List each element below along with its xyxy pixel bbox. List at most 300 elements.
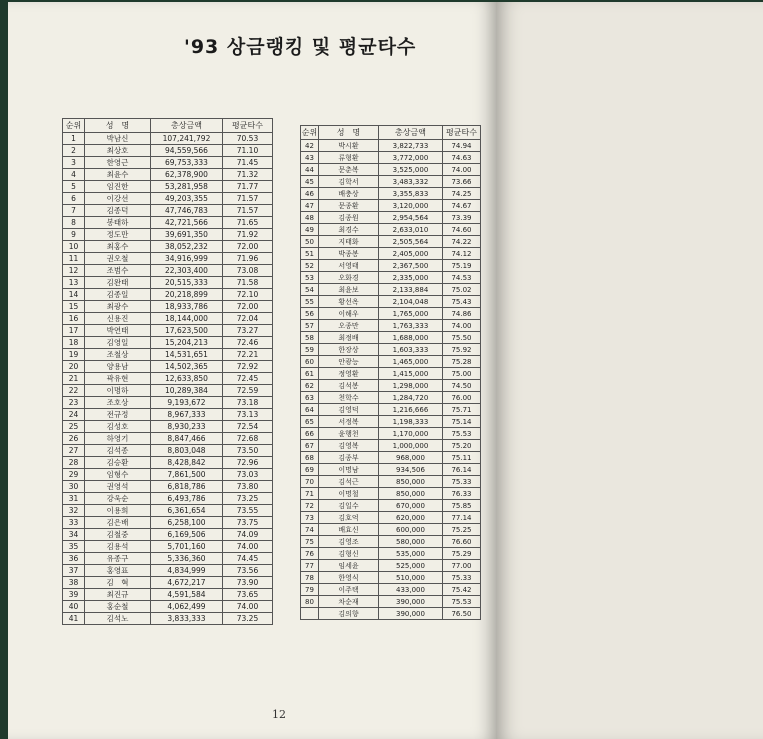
table-row	[301, 584, 481, 596]
average-strokes-cell: 75.14	[443, 416, 481, 428]
player-name-cell: 오화경	[319, 272, 379, 284]
average-strokes-cell: 72.59	[223, 385, 273, 397]
average-strokes-cell: 75.19	[443, 260, 481, 272]
total-prize-cell: 525,000	[379, 560, 443, 572]
average-strokes-cell: 76.33	[443, 488, 481, 500]
average-strokes-cell: 76.00	[443, 392, 481, 404]
rank-cell: 78	[301, 572, 319, 584]
table-row	[63, 493, 273, 505]
player-name-cell: 권오철	[85, 253, 151, 265]
player-name-cell: 하영기	[85, 433, 151, 445]
rank-cell: 57	[301, 320, 319, 332]
rank-cell: 15	[63, 301, 85, 313]
total-prize-cell: 6,818,786	[151, 481, 223, 493]
player-name-cell: 정영환	[319, 368, 379, 380]
table-row	[63, 265, 273, 277]
player-name-cell: 김은배	[85, 517, 151, 529]
rank-cell: 3	[63, 157, 85, 169]
total-prize-cell: 2,367,500	[379, 260, 443, 272]
rank-cell: 21	[63, 373, 85, 385]
rank-cell: 26	[63, 433, 85, 445]
page-number: 12	[272, 708, 286, 721]
rank-cell: 61	[301, 368, 319, 380]
total-prize-cell: 2,505,564	[379, 236, 443, 248]
player-name-cell: 최광수	[85, 301, 151, 313]
table-row	[301, 200, 481, 212]
table-row	[301, 596, 481, 608]
total-prize-cell: 3,833,333	[151, 613, 223, 625]
rank-cell: 44	[301, 164, 319, 176]
average-strokes-cell: 71.77	[223, 181, 273, 193]
rank-cell: 71	[301, 488, 319, 500]
average-strokes-cell: 75.33	[443, 476, 481, 488]
player-name-cell: 김용석	[85, 541, 151, 553]
player-name-cell: 김성호	[85, 421, 151, 433]
rank-cell: 18	[63, 337, 85, 349]
player-name-cell: 안광능	[319, 356, 379, 368]
header-name: 성 명	[319, 126, 379, 140]
total-prize-cell: 1,415,000	[379, 368, 443, 380]
total-prize-cell: 580,000	[379, 536, 443, 548]
player-name-cell: 정도만	[85, 229, 151, 241]
player-name-cell: 한영근	[85, 157, 151, 169]
rank-cell: 13	[63, 277, 85, 289]
header-total-prize: 총상금액	[379, 126, 443, 140]
rank-cell: 59	[301, 344, 319, 356]
rank-cell: 63	[301, 392, 319, 404]
rank-cell: 47	[301, 200, 319, 212]
table-row	[301, 260, 481, 272]
average-strokes-cell: 71.96	[223, 253, 273, 265]
average-strokes-cell: 73.75	[223, 517, 273, 529]
rank-cell: 32	[63, 505, 85, 517]
rank-cell: 28	[63, 457, 85, 469]
total-prize-cell: 934,506	[379, 464, 443, 476]
total-prize-cell: 1,000,000	[379, 440, 443, 452]
table-row	[301, 608, 481, 620]
rank-cell: 23	[63, 397, 85, 409]
player-name-cell: 최홍수	[85, 241, 151, 253]
table-row	[63, 169, 273, 181]
average-strokes-cell: 71.10	[223, 145, 273, 157]
rank-cell: 80	[301, 596, 319, 608]
table-row	[301, 224, 481, 236]
player-name-cell: 김석봉	[319, 380, 379, 392]
header-total-prize: 총상금액	[151, 119, 223, 133]
player-name-cell: 강욱순	[85, 493, 151, 505]
total-prize-cell: 4,834,999	[151, 565, 223, 577]
average-strokes-cell: 73.65	[223, 589, 273, 601]
table-row	[63, 193, 273, 205]
table-row	[63, 553, 273, 565]
rank-cell: 50	[301, 236, 319, 248]
average-strokes-cell: 72.00	[223, 301, 273, 313]
player-name-cell: 배효신	[319, 524, 379, 536]
rank-cell: 1	[63, 133, 85, 145]
total-prize-cell: 34,916,999	[151, 253, 223, 265]
table-row	[63, 253, 273, 265]
average-strokes-cell: 77.14	[443, 512, 481, 524]
total-prize-cell: 433,000	[379, 584, 443, 596]
total-prize-cell: 390,000	[379, 596, 443, 608]
rank-cell: 24	[63, 409, 85, 421]
table-row	[63, 613, 273, 625]
player-name-cell: 김 혁	[85, 577, 151, 589]
total-prize-cell: 5,701,160	[151, 541, 223, 553]
table-row	[301, 332, 481, 344]
player-name-cell: 최진규	[85, 589, 151, 601]
table-row	[63, 337, 273, 349]
average-strokes-cell: 75.20	[443, 440, 481, 452]
total-prize-cell: 3,483,332	[379, 176, 443, 188]
total-prize-cell: 20,515,333	[151, 277, 223, 289]
average-strokes-cell: 76.14	[443, 464, 481, 476]
player-name-cell: 홍순철	[85, 601, 151, 613]
rank-cell: 12	[63, 265, 85, 277]
table-row	[63, 541, 273, 553]
total-prize-cell: 3,822,733	[379, 140, 443, 152]
rank-cell: 77	[301, 560, 319, 572]
rank-cell	[301, 608, 319, 620]
average-strokes-cell: 75.53	[443, 428, 481, 440]
average-strokes-cell: 72.96	[223, 457, 273, 469]
average-strokes-cell: 70.53	[223, 133, 273, 145]
page-title: '93 상금랭킹 및 평균타수	[184, 36, 417, 58]
average-strokes-cell: 72.68	[223, 433, 273, 445]
player-name-cell: 김의향	[319, 608, 379, 620]
player-name-cell: 임형수	[85, 469, 151, 481]
total-prize-cell: 8,803,048	[151, 445, 223, 457]
player-name-cell: 김종원	[319, 212, 379, 224]
table-row	[301, 548, 481, 560]
total-prize-cell: 1,216,666	[379, 404, 443, 416]
average-strokes-cell: 73.03	[223, 469, 273, 481]
table-row	[301, 320, 481, 332]
rank-cell: 43	[301, 152, 319, 164]
average-strokes-cell: 74.00	[223, 601, 273, 613]
average-strokes-cell: 72.04	[223, 313, 273, 325]
table-row	[301, 404, 481, 416]
table-row	[63, 529, 273, 541]
player-name-cell: 이주택	[319, 584, 379, 596]
rank-cell: 48	[301, 212, 319, 224]
average-strokes-cell: 75.25	[443, 524, 481, 536]
player-name-cell: 조호상	[85, 397, 151, 409]
player-name-cell: 임세윤	[319, 560, 379, 572]
average-strokes-cell: 71.57	[223, 205, 273, 217]
total-prize-cell: 620,000	[379, 512, 443, 524]
total-prize-cell: 53,281,958	[151, 181, 223, 193]
table-row	[301, 500, 481, 512]
table-row	[301, 284, 481, 296]
total-prize-cell: 22,303,400	[151, 265, 223, 277]
total-prize-cell: 390,000	[379, 608, 443, 620]
total-prize-cell: 1,765,000	[379, 308, 443, 320]
total-prize-cell: 1,688,000	[379, 332, 443, 344]
table-row	[63, 397, 273, 409]
table-row	[63, 373, 273, 385]
table-row	[63, 289, 273, 301]
rank-cell: 70	[301, 476, 319, 488]
rank-cell: 67	[301, 440, 319, 452]
player-name-cell: 한장상	[319, 344, 379, 356]
rank-cell: 45	[301, 176, 319, 188]
total-prize-cell: 7,861,500	[151, 469, 223, 481]
total-prize-cell: 1,603,333	[379, 344, 443, 356]
player-name-cell: 배충상	[319, 188, 379, 200]
total-prize-cell: 39,691,350	[151, 229, 223, 241]
player-name-cell: 김일수	[319, 500, 379, 512]
player-name-cell: 지태화	[319, 236, 379, 248]
prize-ranking-table-left	[62, 118, 273, 625]
rank-cell: 66	[301, 428, 319, 440]
header-average-strokes: 평균타수	[223, 119, 273, 133]
average-strokes-cell: 77.00	[443, 560, 481, 572]
total-prize-cell: 94,559,566	[151, 145, 223, 157]
total-prize-cell: 47,746,783	[151, 205, 223, 217]
total-prize-cell: 2,633,010	[379, 224, 443, 236]
average-strokes-cell: 72.46	[223, 337, 273, 349]
player-name-cell: 양용남	[85, 361, 151, 373]
rank-cell: 58	[301, 332, 319, 344]
total-prize-cell: 2,335,000	[379, 272, 443, 284]
table-row	[63, 385, 273, 397]
table-row	[301, 344, 481, 356]
table-row	[301, 560, 481, 572]
player-name-cell: 이강선	[85, 193, 151, 205]
table-row	[63, 577, 273, 589]
rank-cell: 38	[63, 577, 85, 589]
rank-cell: 69	[301, 464, 319, 476]
rank-cell: 19	[63, 349, 85, 361]
table-header-row	[301, 126, 481, 140]
player-name-cell: 최경수	[319, 224, 379, 236]
average-strokes-cell: 74.50	[443, 380, 481, 392]
total-prize-cell: 49,203,355	[151, 193, 223, 205]
player-name-cell: 김석종	[85, 445, 151, 457]
average-strokes-cell: 75.02	[443, 284, 481, 296]
average-strokes-cell: 71.45	[223, 157, 273, 169]
average-strokes-cell: 76.60	[443, 536, 481, 548]
rank-cell: 72	[301, 500, 319, 512]
table-row	[63, 181, 273, 193]
total-prize-cell: 1,198,333	[379, 416, 443, 428]
total-prize-cell: 20,218,899	[151, 289, 223, 301]
table-row	[63, 325, 273, 337]
table-row	[63, 601, 273, 613]
rank-cell: 65	[301, 416, 319, 428]
rank-cell: 22	[63, 385, 85, 397]
total-prize-cell: 1,465,000	[379, 356, 443, 368]
rank-cell: 2	[63, 145, 85, 157]
average-strokes-cell: 75.11	[443, 452, 481, 464]
rank-cell: 20	[63, 361, 85, 373]
table-row	[301, 572, 481, 584]
total-prize-cell: 14,502,365	[151, 361, 223, 373]
player-name-cell: 서정복	[319, 416, 379, 428]
table-row	[63, 157, 273, 169]
total-prize-cell: 3,772,000	[379, 152, 443, 164]
total-prize-cell: 8,847,466	[151, 433, 223, 445]
player-name-cell: 곽유현	[85, 373, 151, 385]
table-row	[301, 212, 481, 224]
table-row	[63, 409, 273, 421]
table-row	[63, 433, 273, 445]
table-row	[301, 440, 481, 452]
table-row	[63, 505, 273, 517]
rank-cell: 40	[63, 601, 85, 613]
average-strokes-cell: 74.00	[443, 320, 481, 332]
total-prize-cell: 3,355,833	[379, 188, 443, 200]
player-name-cell: 김종덕	[85, 205, 151, 217]
player-name-cell: 김완태	[85, 277, 151, 289]
average-strokes-cell: 73.13	[223, 409, 273, 421]
rank-cell: 37	[63, 565, 85, 577]
average-strokes-cell: 72.21	[223, 349, 273, 361]
average-strokes-cell: 76.50	[443, 608, 481, 620]
average-strokes-cell: 71.58	[223, 277, 273, 289]
table-row	[301, 524, 481, 536]
table-row	[63, 565, 273, 577]
player-name-cell: 봉태하	[85, 217, 151, 229]
player-name-cell: 김석근	[319, 476, 379, 488]
rank-cell: 8	[63, 217, 85, 229]
average-strokes-cell: 73.25	[223, 613, 273, 625]
player-name-cell: 이명하	[85, 385, 151, 397]
total-prize-cell: 1,763,333	[379, 320, 443, 332]
average-strokes-cell: 73.90	[223, 577, 273, 589]
player-name-cell: 이명남	[319, 464, 379, 476]
header-rank: 순위	[301, 126, 319, 140]
average-strokes-cell: 75.29	[443, 548, 481, 560]
table-row	[301, 368, 481, 380]
player-name-cell: 김영복	[319, 440, 379, 452]
player-name-cell: 임진한	[85, 181, 151, 193]
total-prize-cell: 4,591,584	[151, 589, 223, 601]
total-prize-cell: 6,493,786	[151, 493, 223, 505]
total-prize-cell: 69,753,333	[151, 157, 223, 169]
average-strokes-cell: 75.92	[443, 344, 481, 356]
average-strokes-cell: 75.53	[443, 596, 481, 608]
total-prize-cell: 10,289,384	[151, 385, 223, 397]
average-strokes-cell: 72.00	[223, 241, 273, 253]
player-name-cell: 최윤수	[85, 169, 151, 181]
total-prize-cell: 5,336,360	[151, 553, 223, 565]
rank-cell: 17	[63, 325, 85, 337]
player-name-cell: 한영식	[319, 572, 379, 584]
average-strokes-cell: 71.57	[223, 193, 273, 205]
average-strokes-cell: 73.25	[223, 493, 273, 505]
table-row	[63, 133, 273, 145]
rank-cell: 30	[63, 481, 85, 493]
table-row	[63, 445, 273, 457]
table-row	[301, 188, 481, 200]
total-prize-cell: 2,405,000	[379, 248, 443, 260]
table-row	[63, 589, 273, 601]
total-prize-cell: 600,000	[379, 524, 443, 536]
table-row	[301, 308, 481, 320]
average-strokes-cell: 75.85	[443, 500, 481, 512]
right-page	[496, 2, 763, 739]
table-row	[63, 145, 273, 157]
table-row	[301, 176, 481, 188]
total-prize-cell: 8,967,333	[151, 409, 223, 421]
table-row	[301, 356, 481, 368]
player-name-cell: 김석노	[85, 613, 151, 625]
average-strokes-cell: 74.12	[443, 248, 481, 260]
total-prize-cell: 6,258,100	[151, 517, 223, 529]
average-strokes-cell: 74.22	[443, 236, 481, 248]
header-rank: 순위	[63, 119, 85, 133]
total-prize-cell: 14,531,651	[151, 349, 223, 361]
rank-cell: 52	[301, 260, 319, 272]
rank-cell: 34	[63, 529, 85, 541]
average-strokes-cell: 74.67	[443, 200, 481, 212]
total-prize-cell: 18,933,786	[151, 301, 223, 313]
total-prize-cell: 8,428,842	[151, 457, 223, 469]
average-strokes-cell: 74.86	[443, 308, 481, 320]
average-strokes-cell: 71.65	[223, 217, 273, 229]
total-prize-cell: 510,000	[379, 572, 443, 584]
total-prize-cell: 1,284,720	[379, 392, 443, 404]
rank-cell: 49	[301, 224, 319, 236]
player-name-cell: 김종부	[319, 452, 379, 464]
header-name: 성 명	[85, 119, 151, 133]
table-row	[63, 241, 273, 253]
table-row	[301, 416, 481, 428]
average-strokes-cell: 73.27	[223, 325, 273, 337]
average-strokes-cell: 74.60	[443, 224, 481, 236]
player-name-cell: 최정배	[319, 332, 379, 344]
total-prize-cell: 2,954,564	[379, 212, 443, 224]
total-prize-cell: 6,361,654	[151, 505, 223, 517]
rank-cell: 33	[63, 517, 85, 529]
total-prize-cell: 9,193,672	[151, 397, 223, 409]
table-row	[63, 421, 273, 433]
player-name-cell: 김영덕	[319, 404, 379, 416]
player-name-cell: 이명철	[319, 488, 379, 500]
rank-cell: 10	[63, 241, 85, 253]
table-row	[301, 464, 481, 476]
table-row	[301, 380, 481, 392]
rank-cell: 55	[301, 296, 319, 308]
player-name-cell: 차순재	[319, 596, 379, 608]
player-name-cell: 서영태	[319, 260, 379, 272]
table-row	[63, 469, 273, 481]
table-row	[301, 152, 481, 164]
total-prize-cell: 850,000	[379, 488, 443, 500]
table-row	[63, 349, 273, 361]
average-strokes-cell: 72.92	[223, 361, 273, 373]
player-name-cell: 문춘복	[319, 164, 379, 176]
table-row	[301, 164, 481, 176]
total-prize-cell: 18,144,000	[151, 313, 223, 325]
table-row	[301, 296, 481, 308]
table-body-left	[63, 133, 273, 625]
rank-cell: 75	[301, 536, 319, 548]
average-strokes-cell: 73.80	[223, 481, 273, 493]
player-name-cell: 김호억	[319, 512, 379, 524]
table-row	[301, 272, 481, 284]
table-row	[301, 428, 481, 440]
rank-cell: 11	[63, 253, 85, 265]
total-prize-cell: 4,672,217	[151, 577, 223, 589]
rank-cell: 4	[63, 169, 85, 181]
average-strokes-cell: 75.33	[443, 572, 481, 584]
average-strokes-cell: 73.56	[223, 565, 273, 577]
rank-cell: 54	[301, 284, 319, 296]
average-strokes-cell: 75.00	[443, 368, 481, 380]
